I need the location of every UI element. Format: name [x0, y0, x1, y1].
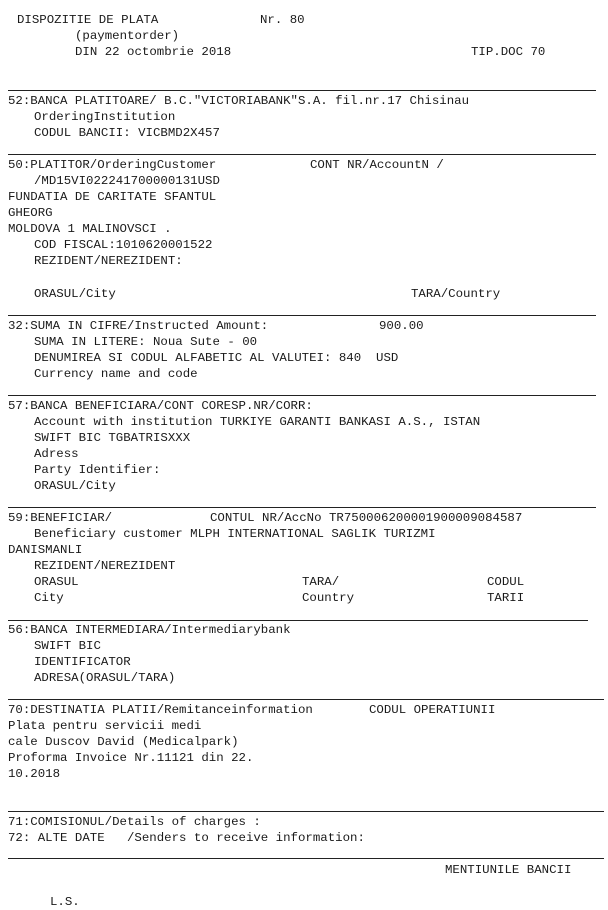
divider	[8, 90, 596, 91]
sec50-name2: GHEORG	[8, 206, 53, 220]
sec57-line1: Account with institution TURKIYE GARANTI BANKASI A.S., ISTAN	[34, 415, 481, 429]
sec59-country-en: Country	[302, 591, 355, 605]
divider	[8, 395, 596, 396]
sec50-account-label: CONT NR/AccountN /	[310, 158, 444, 172]
document-subtitle: (paymentorder)	[75, 29, 180, 43]
sec50-resident: REZIDENT/NEREZIDENT:	[34, 254, 183, 268]
sec50-title: 50:PLATITOR/OrderingCustomer	[8, 158, 217, 172]
sec50-name1: FUNDATIA DE CARITATE SFANTUL	[8, 190, 217, 204]
seal-placeholder: L.S.	[50, 895, 80, 909]
sec70-line2: cale Duscov David (Medicalpark)	[8, 735, 239, 749]
sec50-account: /MD15VI022241700000131USD	[34, 174, 220, 188]
sec59-beneficiary: Beneficiary customer MLPH INTERNATIONAL SAGLIK TURIZMI	[34, 527, 436, 541]
sec52-bank-code: CODUL BANCII: VICBMD2X457	[34, 126, 220, 140]
sec57-city: ORASUL/City	[34, 479, 116, 493]
sec50-fiscal-code: COD FISCAL:1010620001522	[34, 238, 213, 252]
sec50-country: TARA/Country	[411, 287, 501, 301]
sec52-title: 52:BANCA PLATITOARE/ B.C."VICTORIABANK"S.A. fil.nr.17 Chisinau	[8, 94, 470, 108]
sec56-title: 56:BANCA INTERMEDIARA/Intermediarybank	[8, 623, 291, 637]
sec72-title: 72: ALTE DATE /Senders to receive information:	[8, 831, 365, 845]
sec70-title: 70:DESTINATIA PLATII/Remitanceinformation	[8, 703, 313, 717]
sec59-account: CONTUL NR/AccNo TR750006200001900009084587	[210, 511, 523, 525]
document-type: TIP.DOC 70	[471, 45, 546, 59]
divider	[8, 507, 596, 508]
sec59-code-ro: CODUL	[487, 575, 525, 589]
sec59-country-ro: TARA/	[302, 575, 340, 589]
sec59-resident: REZIDENT/NEREZIDENT	[34, 559, 176, 573]
sec57-party-id: Party Identifier:	[34, 463, 161, 477]
sec32-amount-words: SUMA IN LITERE: Noua Sute - 00	[34, 335, 258, 349]
document-title: DISPOZITIE DE PLATA	[17, 13, 159, 27]
sec57-address: Adress	[34, 447, 79, 461]
sec59-beneficiary-cont: DANISMANLI	[8, 543, 83, 557]
sec56-swift: SWIFT BIC	[34, 639, 101, 653]
sec50-city: ORASUL/City	[34, 287, 116, 301]
sec70-operation-code: CODUL OPERATIUNII	[369, 703, 496, 717]
sec71-title: 71:COMISIONUL/Details of charges :	[8, 815, 261, 829]
sec32-amount: 900.00	[379, 319, 424, 333]
document-date: DIN 22 octombrie 2018	[75, 45, 232, 59]
sec70-line4: 10.2018	[8, 767, 61, 781]
divider	[8, 315, 596, 316]
sec57-swift: SWIFT BIC TGBATRISXXX	[34, 431, 191, 445]
divider	[8, 699, 604, 700]
bank-notes-label: MENTIUNILE BANCII	[445, 863, 572, 877]
sec52-line1: OrderingInstitution	[34, 110, 176, 124]
sec50-address: MOLDOVA 1 MALINOVSCI .	[8, 222, 172, 236]
sec59-city-en: City	[34, 591, 64, 605]
sec32-currency-en: Currency name and code	[34, 367, 198, 381]
document-number: Nr. 80	[260, 13, 305, 27]
sec56-address: ADRESA(ORASUL/TARA)	[34, 671, 176, 685]
sec59-city-ro: ORASUL	[34, 575, 79, 589]
sec32-title: 32:SUMA IN CIFRE/Instructed Amount:	[8, 319, 269, 333]
divider	[8, 154, 596, 155]
sec59-code-en: TARII	[487, 591, 525, 605]
sec57-title: 57:BANCA BENEFICIARA/CONT CORESP.NR/CORR:	[8, 399, 313, 413]
divider	[8, 620, 588, 621]
sec70-line3: Proforma Invoice Nr.11121 din 22.	[8, 751, 254, 765]
divider	[8, 858, 604, 859]
sec70-line1: Plata pentru servicii medi	[8, 719, 202, 733]
sec59-title: 59:BENEFICIAR/	[8, 511, 113, 525]
sec32-currency: DENUMIREA SI CODUL ALFABETIC AL VALUTEI: 840 USD	[34, 351, 399, 365]
sec56-identifier: IDENTIFICATOR	[34, 655, 131, 669]
divider	[8, 811, 604, 812]
